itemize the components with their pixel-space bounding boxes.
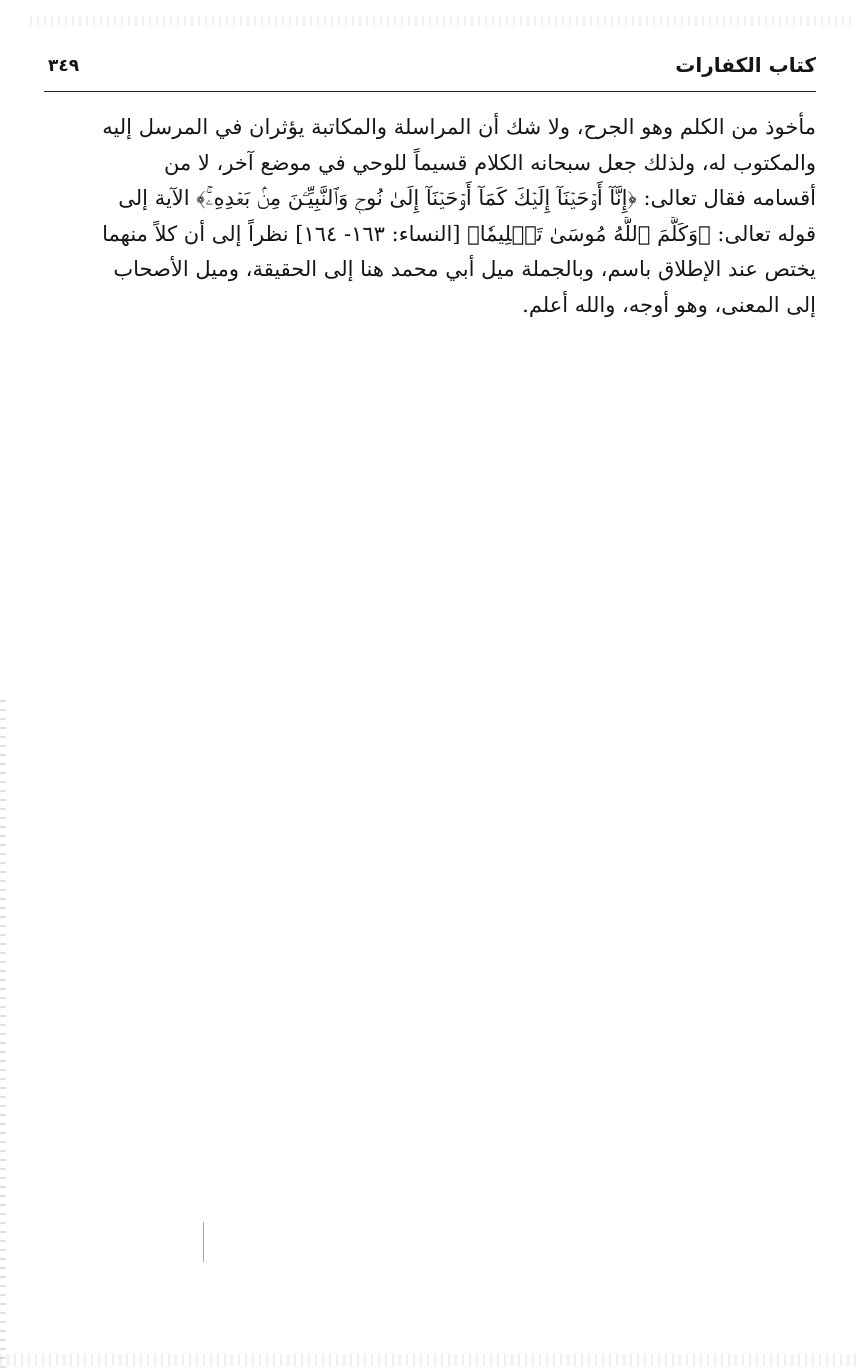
body-paragraph xyxy=(50,110,816,323)
header-divider xyxy=(44,91,816,92)
page-header xyxy=(44,50,816,92)
text-line-4: قوله تعالى: ﴿وَكَلَّمَ ٱللَّهُ مُوسَىٰ تَكۡلِيمٗا﴾ [النساء: ١٦٣- ١٦٤] نظراً إلى أن كلاً منهما xyxy=(102,221,816,246)
text-line-1: مأخوذ من الكلم وهو الجرح، ولا شك أن المراسلة والمكاتبة يؤثران في المرسل إليه xyxy=(102,115,816,139)
page-number: ٣٤٩ xyxy=(48,56,80,76)
scan-artifact xyxy=(203,1222,204,1262)
text-line-2: والمكتوب له، ولذلك جعل سبحانه الكلام قسيماً للوحي في موضع آخر، لا من xyxy=(163,150,816,175)
running-title: كتاب الكفارات xyxy=(675,53,816,77)
text-line-6: إلى المعنى، وهو أوجه، والله أعلم. xyxy=(522,292,816,317)
text-line-5: يختص عند الإطلاق باسم، وبالجملة ميل أبي محمد هنا إلى الحقيقة، وميل الأصحاب xyxy=(113,257,816,281)
scan-noise-bottom xyxy=(0,1354,856,1366)
scan-noise-top xyxy=(30,16,856,26)
scan-noise-left xyxy=(0,700,6,1372)
text-line-3: أقسامه فقال تعالى: ﴿إِنَّآ أَوۡحَيۡنَآ إِلَيۡكَ كَمَآ أَوۡحَيۡنَآ إِلَىٰ نُوحٖ وَٱلنَّبِيِّـۧنَ مِنۢ بَعۡدِهِۦۚ﴾ الآية إلى xyxy=(118,186,816,210)
